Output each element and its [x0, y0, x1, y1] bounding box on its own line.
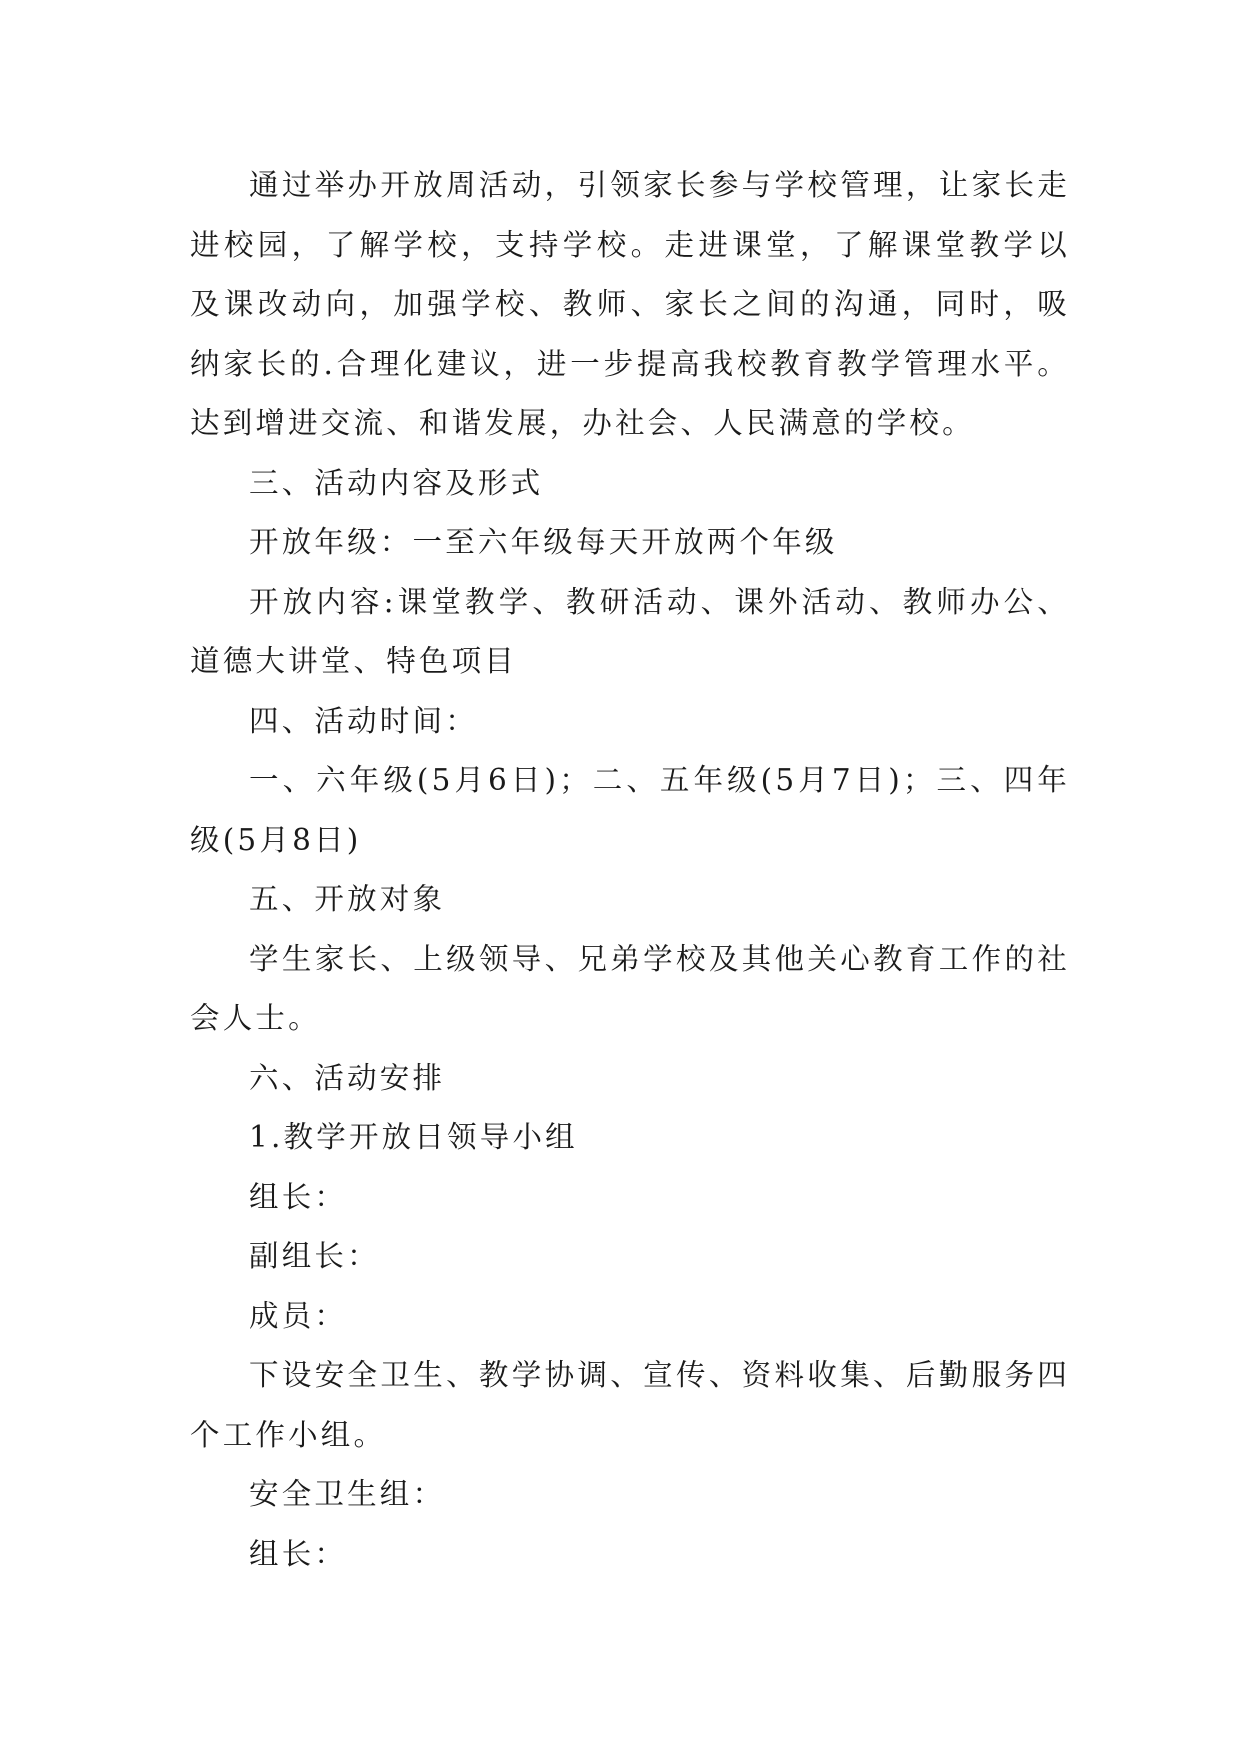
heading-open-audience: 五、开放对象	[249, 882, 446, 916]
paragraph-purpose: 通过举办开放周活动，引领家长参与学校管理，让家长走进校园，了解学校，支持学校。走进课堂，了解课堂教学以及课改动向，加强学校、教师、家长之间的沟通，同时，吸纳家长的.合理化建议，进一步提高我校教育教学管理水平。达到增进交流、和谐发展，办社会、人民满意的学校。	[190, 168, 1070, 440]
paragraph-group-leader: 组长：	[249, 1179, 348, 1214]
paragraph-open-grades: 开放年级：一至六年级每天开放两个年级	[249, 525, 838, 559]
paragraph-leadership-group: 1.教学开放日领导小组	[249, 1120, 578, 1154]
paragraph-schedule: 一、六年级(5月6日)；二、五年级(5月7日)；三、四年级(5月8日)	[190, 763, 1070, 857]
heading-activity-arrangement: 六、活动安排	[249, 1060, 446, 1095]
paragraph-deputy-leader: 副组长：	[249, 1239, 380, 1273]
paragraph-open-content: 开放内容:课堂教学、教研活动、课外活动、教师办公、道德大讲堂、特色项目	[190, 584, 1070, 678]
paragraph-safety-group-leader: 组长：	[249, 1536, 348, 1571]
heading-activity-content: 三、活动内容及形式	[249, 465, 544, 500]
heading-activity-time: 四、活动时间：	[249, 703, 478, 738]
paragraph-work-groups: 下设安全卫生、教学协调、宣传、资料收集、后勤服务四个工作小组。	[190, 1358, 1070, 1452]
paragraph-safety-group: 安全卫生组：	[249, 1477, 446, 1511]
paragraph-members: 成员：	[249, 1298, 348, 1333]
document-body	[190, 156, 1070, 1584]
paragraph-audience: 学生家长、上级领导、兄弟学校及其他关心教育工作的社会人士。	[190, 941, 1070, 1035]
